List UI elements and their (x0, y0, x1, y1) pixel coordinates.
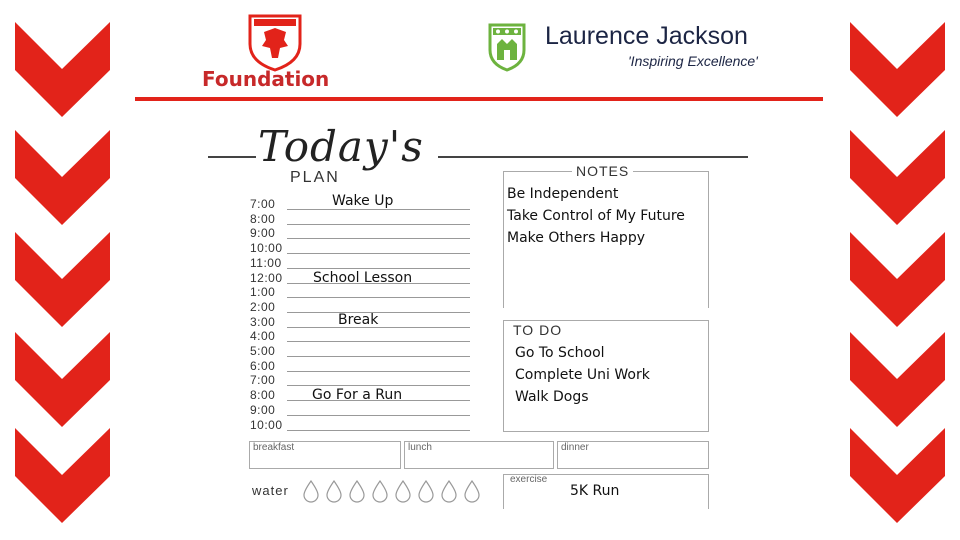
chevron-down-icon (15, 130, 110, 225)
entry-school-lesson: School Lesson (313, 270, 413, 286)
time-slot-line (287, 238, 470, 239)
chevron-down-icon (850, 130, 945, 225)
title-rule-right (438, 156, 748, 158)
time-label: 3:00 (250, 314, 276, 329)
water-drop-icon[interactable] (300, 479, 322, 503)
time-slot-line (287, 312, 470, 313)
water-drop-icon[interactable] (438, 479, 460, 503)
todo-item: Complete Uni Work (515, 367, 650, 383)
time-label: 11:00 (250, 255, 282, 270)
time-label: 9:00 (250, 226, 276, 241)
time-label: 6:00 (250, 358, 276, 373)
entry-run: Go For a Run (312, 387, 403, 403)
time-label: 4:00 (250, 329, 276, 344)
title-rule-left (208, 156, 256, 158)
time-label: 5:00 (250, 344, 276, 358)
note-item: Be Independent (507, 186, 619, 202)
water-label: water (252, 483, 289, 498)
chevron-down-icon (15, 428, 110, 523)
time-slot-line (287, 415, 470, 416)
time-slot-line (287, 268, 470, 269)
water-drop-icon[interactable] (369, 479, 391, 503)
water-drops (300, 479, 484, 507)
todo-item: Walk Dogs (515, 389, 589, 405)
chevron-down-icon (15, 232, 110, 327)
school-crest-icon (487, 22, 527, 72)
crest-icon (246, 10, 304, 72)
school-motto: 'Inspiring Excellence' (628, 53, 758, 69)
todo-item: Go To School (515, 345, 605, 361)
time-label: 8:00 (250, 211, 276, 226)
entry-wake-up: Wake Up (332, 193, 394, 209)
notes-label: NOTES (572, 163, 633, 179)
water-drop-icon[interactable] (461, 479, 483, 503)
todo-label: TO DO (513, 322, 563, 338)
chevron-down-icon (850, 22, 945, 117)
foundation-logo-text: Foundation (202, 67, 330, 91)
note-item: Take Control of My Future (507, 208, 685, 224)
time-slot-line (287, 224, 470, 225)
chevron-down-icon (15, 332, 110, 427)
time-slot-line (287, 297, 470, 298)
title-script: Today's (258, 122, 424, 171)
notes-list (507, 183, 685, 249)
dinner-label: dinner (561, 442, 589, 453)
time-slot-line (287, 253, 470, 254)
time-label: 8:00 (250, 388, 276, 403)
water-drop-icon[interactable] (323, 479, 345, 503)
note-item: Make Others Happy (507, 230, 645, 246)
time-label: 2:00 (250, 299, 276, 314)
water-drop-icon[interactable] (392, 479, 414, 503)
time-slot-line (287, 209, 470, 210)
water-drop-icon[interactable] (346, 479, 368, 503)
time-label: 1:00 (250, 285, 276, 300)
time-slot-line (287, 356, 470, 357)
water-drop-icon[interactable] (415, 479, 437, 503)
chevron-down-icon (15, 22, 110, 117)
chevron-down-icon (850, 428, 945, 523)
lunch-label: lunch (408, 442, 432, 453)
chevron-down-icon (850, 332, 945, 427)
header-divider (135, 97, 823, 101)
time-label: 9:00 (250, 402, 276, 417)
time-label: 10:00 (250, 417, 283, 432)
time-label: 12:00 (250, 270, 283, 285)
title-plan: PLAN (290, 169, 340, 186)
time-slot-line (287, 430, 470, 431)
time-label: 7:00 (250, 197, 276, 211)
todo-list (515, 342, 650, 408)
breakfast-label: breakfast (253, 442, 295, 453)
time-slot-line (287, 341, 470, 342)
exercise-value: 5K Run (570, 483, 620, 499)
chevron-down-icon (850, 232, 945, 327)
exercise-label: exercise (510, 474, 548, 485)
time-slot-line (287, 327, 470, 328)
time-slot-line (287, 371, 470, 372)
time-label: 10:00 (250, 241, 283, 256)
school-name: Laurence Jackson (545, 22, 748, 50)
time-label: 7:00 (250, 373, 276, 388)
entry-break: Break (338, 312, 379, 328)
